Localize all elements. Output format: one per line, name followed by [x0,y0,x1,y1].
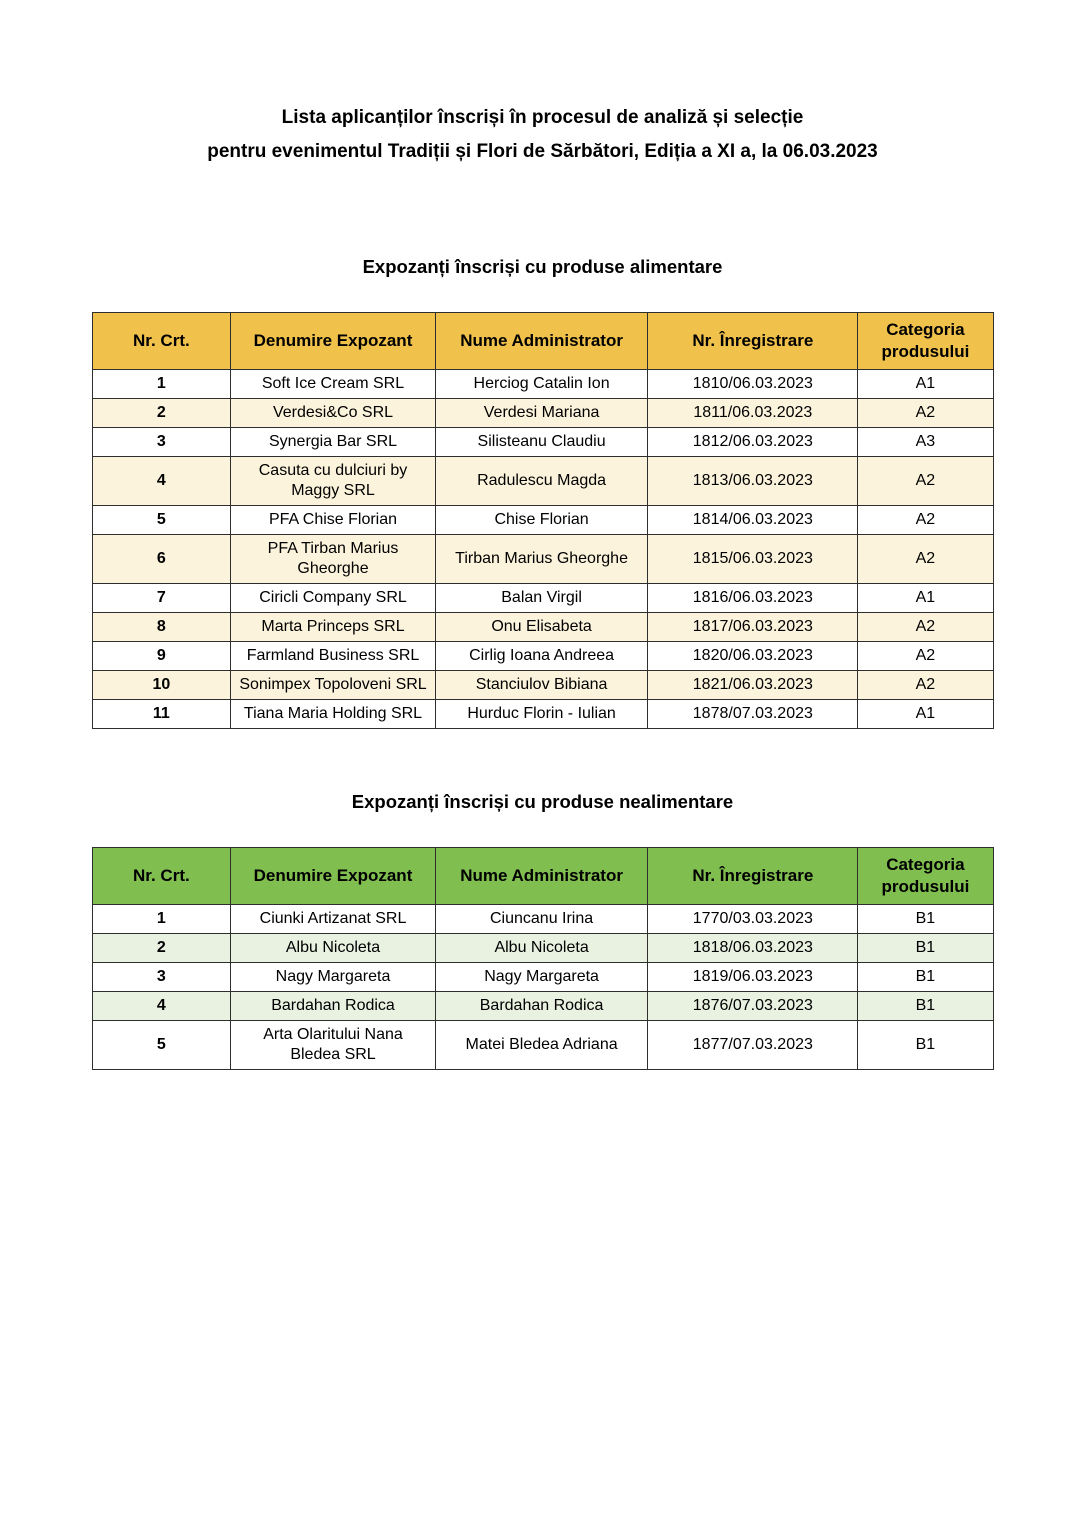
table-cell: Verdesi&Co SRL [231,399,436,428]
table-cell: A2 [858,506,993,535]
table-cell: B1 [858,963,993,992]
table-cell: A1 [858,700,993,729]
table-cell: 7 [92,584,231,613]
table-cell: Tiana Maria Holding SRL [231,700,436,729]
column-header: Nr. Crt. [92,313,231,370]
table-cell: Nagy Margareta [231,963,436,992]
table-cell: 1815/06.03.2023 [648,535,858,584]
table-row [92,992,993,1021]
table-cell: Synergia Bar SRL [231,428,436,457]
table-cell: Onu Elisabeta [435,613,648,642]
table-cell: Herciog Catalin Ion [435,370,648,399]
table-cell: Sonimpex Topoloveni SRL [231,671,436,700]
table-row [92,457,993,506]
table-cell: Matei Bledea Adriana [435,1021,648,1070]
table-cell: 1812/06.03.2023 [648,428,858,457]
table-cell: B1 [858,1021,993,1070]
table-row [92,506,993,535]
table-cell: 1877/07.03.2023 [648,1021,858,1070]
section-food-exhibitors [0,256,1085,729]
column-header: Nume Administrator [435,848,648,905]
table-cell: Nagy Margareta [435,963,648,992]
table-cell: 4 [92,457,231,506]
table-cell: 1813/06.03.2023 [648,457,858,506]
table-cell: Bardahan Rodica [435,992,648,1021]
table-row [92,370,993,399]
column-header: Categoria produsului [858,848,993,905]
table-cell: 1878/07.03.2023 [648,700,858,729]
column-header: Nr. Înregistrare [648,313,858,370]
table-cell: Albu Nicoleta [231,934,436,963]
table-cell: A3 [858,428,993,457]
table-row [92,399,993,428]
table-cell: Chise Florian [435,506,648,535]
header-row [92,848,993,905]
table-cell: Soft Ice Cream SRL [231,370,436,399]
table-row [92,700,993,729]
table-cell: Verdesi Mariana [435,399,648,428]
table-cell: A2 [858,457,993,506]
table-cell: 8 [92,613,231,642]
table-cell: Marta Princeps SRL [231,613,436,642]
table-cell: 2 [92,934,231,963]
table-cell: Balan Virgil [435,584,648,613]
table-cell: PFA Chise Florian [231,506,436,535]
column-header: Categoria produsului [858,313,993,370]
table-cell: 1 [92,905,231,934]
table-row [92,934,993,963]
table-cell: 1814/06.03.2023 [648,506,858,535]
table-cell: 1821/06.03.2023 [648,671,858,700]
table-cell: 11 [92,700,231,729]
table-cell: A2 [858,535,993,584]
table-cell: 3 [92,963,231,992]
table-cell: A2 [858,399,993,428]
table-cell: 1770/03.03.2023 [648,905,858,934]
table-cell: Farmland Business SRL [231,642,436,671]
document-title [0,0,1085,169]
section-heading-food: Expozanți înscriși cu produse alimentare [362,256,723,277]
table-cell: Ciuncanu Irina [435,905,648,934]
column-header: Denumire Expozant [231,313,436,370]
table-cell: 4 [92,992,231,1021]
table-row [92,428,993,457]
table-cell: 1876/07.03.2023 [648,992,858,1021]
table-cell: Hurduc Florin - Iulian [435,700,648,729]
table-row [92,905,993,934]
column-header: Nr. Crt. [92,848,231,905]
table-cell: 1817/06.03.2023 [648,613,858,642]
section-heading-nonfood: Expozanți înscriși cu produse nealimentare [351,791,734,812]
table-cell: A1 [858,584,993,613]
column-header: Nr. Înregistrare [648,848,858,905]
table-cell: A2 [858,613,993,642]
header-row [92,313,993,370]
table-cell: Arta Olaritului Nana Bledea SRL [231,1021,436,1070]
table-cell: 1820/06.03.2023 [648,642,858,671]
table-cell: B1 [858,934,993,963]
table-cell: A1 [858,370,993,399]
table-cell: Silisteanu Claudiu [435,428,648,457]
table-cell: 1811/06.03.2023 [648,399,858,428]
table-cell: Cirlig Ioana Andreea [435,642,648,671]
section-nonfood-exhibitors [0,791,1085,1070]
table-cell: Ciricli Company SRL [231,584,436,613]
table-row [92,642,993,671]
table-cell: Albu Nicoleta [435,934,648,963]
title-line-1: Lista aplicanților înscriși în procesul de analiză și selecție [281,107,804,128]
table-cell: B1 [858,905,993,934]
table-row [92,671,993,700]
table-cell: 9 [92,642,231,671]
table-cell: Radulescu Magda [435,457,648,506]
nonfood-exhibitors-table [92,847,994,1070]
table-cell: 5 [92,1021,231,1070]
table-cell: 1816/06.03.2023 [648,584,858,613]
table-cell: 10 [92,671,231,700]
column-header: Nume Administrator [435,313,648,370]
column-header: Denumire Expozant [231,848,436,905]
table-cell: 6 [92,535,231,584]
table-cell: A2 [858,642,993,671]
title-line-2: pentru evenimentul Tradiții și Flori de Sărbători, Ediția a XI a, la 06.03.2023 [207,141,878,162]
table-row [92,1021,993,1070]
table-cell: Casuta cu dulciuri by Maggy SRL [231,457,436,506]
table-cell: A2 [858,671,993,700]
table-cell: 5 [92,506,231,535]
table-cell: 2 [92,399,231,428]
table-row [92,963,993,992]
table-cell: Ciunki Artizanat SRL [231,905,436,934]
table-cell: B1 [858,992,993,1021]
table-cell: 1 [92,370,231,399]
table-row [92,613,993,642]
table-cell: PFA Tirban Marius Gheorghe [231,535,436,584]
table-cell: Stanciulov Bibiana [435,671,648,700]
table-cell: 1818/06.03.2023 [648,934,858,963]
table-row [92,584,993,613]
table-cell: 3 [92,428,231,457]
table-cell: Bardahan Rodica [231,992,436,1021]
table-cell: 1819/06.03.2023 [648,963,858,992]
food-exhibitors-table [92,312,994,729]
table-row [92,535,993,584]
table-cell: Tirban Marius Gheorghe [435,535,648,584]
table-cell: 1810/06.03.2023 [648,370,858,399]
